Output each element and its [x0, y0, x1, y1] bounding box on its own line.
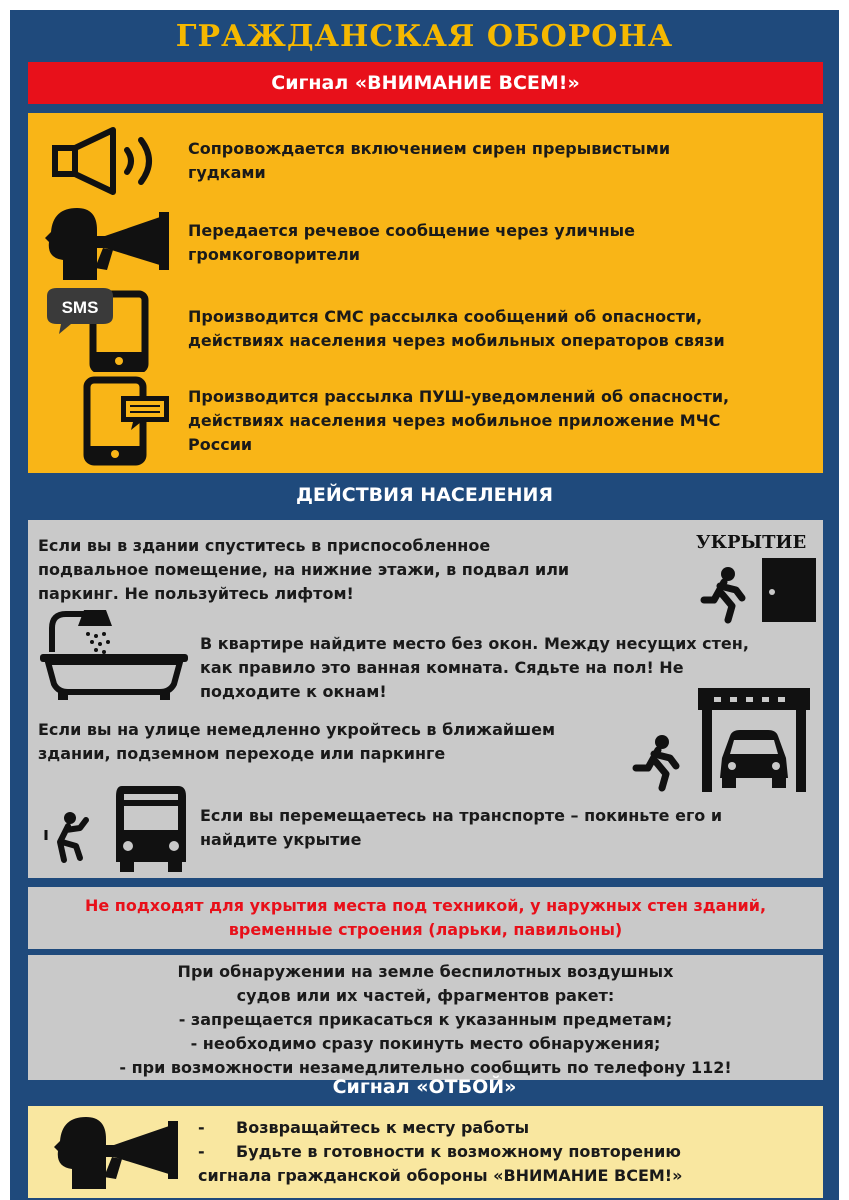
infographic-page — [10, 10, 839, 1200]
drone-line: судов или их частей, фрагментов ракет: — [236, 986, 615, 1005]
list-item: - Возвращайтесь к месту работы — [198, 1118, 530, 1137]
megaphone-person-icon — [28, 204, 188, 282]
actions-box — [28, 520, 823, 878]
shelter-warning-box — [28, 887, 823, 949]
list-item: - Будьте в готовности к возможному повторению — [198, 1142, 681, 1161]
notification-megaphone-text: Передается речевое сообщение через уличные громкоговорители — [188, 221, 635, 264]
drone-line: - запрещается прикасаться к указанным предметам; — [178, 1010, 673, 1029]
action-transport-text: Если вы перемещаетесь на транспорте – покиньте его и найдите укрытие — [200, 806, 723, 849]
notification-sms — [28, 285, 725, 373]
person-bus-icon — [36, 782, 196, 878]
action-apartment-text: В квартире найдите место без окон. Между несущих стен, как правило это ванная комната. Сядьте на пол! Не подходите к окнам! — [200, 634, 749, 701]
push-phone-icon — [28, 376, 188, 466]
megaphone-person-icon — [42, 1112, 192, 1196]
signal-attention-banner: Сигнал «ВНИМАНИЕ ВСЕМ!» — [28, 62, 823, 104]
bathtub-shower-icon — [34, 604, 194, 708]
otboi-last-line: сигнала гражданской обороны «ВНИМАНИЕ ВСЕМ!» — [198, 1166, 683, 1185]
page-title: ГРАЖДАНСКАЯ ОБОРОНА — [175, 18, 674, 54]
shelter-runner-door-icon — [696, 554, 820, 628]
notification-push — [28, 375, 729, 467]
otboi-box — [28, 1106, 823, 1198]
runner-parking-icon — [614, 684, 814, 798]
notification-siren-text: Сопровождается включением сирен прерывистыми гудками — [188, 139, 671, 182]
action-street-text: Если вы на улице немедленно укройтесь в ближайшем здании, подземном переходе или паркинге — [38, 720, 556, 763]
siren-speaker-icon — [28, 124, 188, 198]
drone-instructions-box — [28, 955, 823, 1080]
notification-siren — [28, 121, 670, 201]
signal-otboi-header: Сигнал «ОТБОЙ» — [332, 1076, 517, 1098]
drone-line: - необходимо сразу покинуть место обнаружения; — [190, 1034, 661, 1053]
sms-phone-icon — [28, 286, 188, 372]
actions-header: ДЕЙСТВИЯ НАСЕЛЕНИЯ — [295, 484, 554, 506]
notification-push-text: Производится рассылка ПУШ-уведомлений об опасности, действиях населения через мобильное приложение МЧС России — [188, 387, 730, 454]
drone-line: При обнаружении на земле беспилотных воздушных — [177, 962, 674, 981]
notification-megaphone — [28, 201, 635, 285]
otboi-instructions — [198, 1116, 682, 1188]
sms-icon-label: SMS — [61, 298, 99, 317]
action-building-text: Если вы в здании спуститесь в приспособленное подвальное помещение, на нижние этажи, в подвал или паркинг. Не пользуйтесь лифтом! — [38, 536, 570, 603]
notifications-box — [28, 113, 823, 473]
drone-line: - при возможности незамедлительно сообщить по телефону 112! — [119, 1058, 732, 1077]
warning-line: временные строения (ларьки, павильоны) — [228, 920, 623, 939]
shelter-label: УКРЫТИЕ — [696, 532, 807, 553]
notification-sms-text: Производится СМС рассылка сообщений об опасности, действиях населения через мобильных операторов связи — [188, 307, 725, 350]
warning-line: Не подходят для укрытия места под техникой, у наружных стен зданий, — [84, 896, 767, 915]
